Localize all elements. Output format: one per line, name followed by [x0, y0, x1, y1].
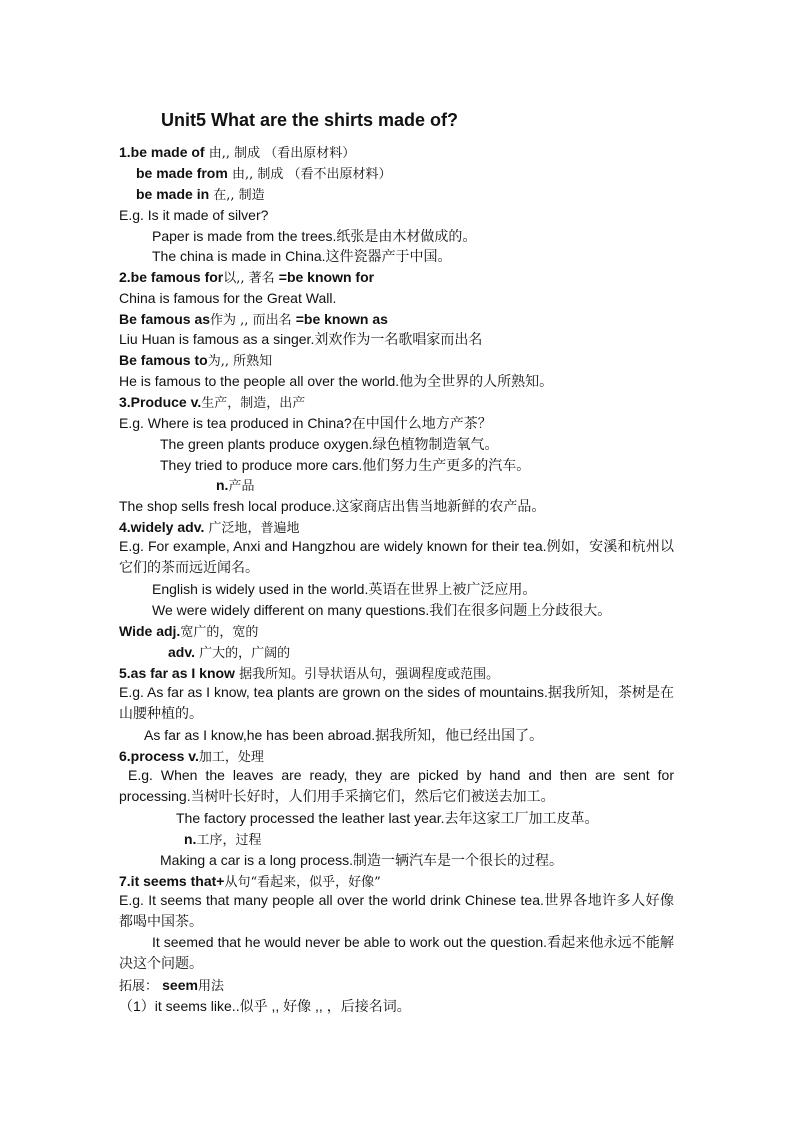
term-label: Be famous as — [119, 311, 211, 327]
term-label: Wide adj. — [119, 623, 181, 639]
entry-produce — [119, 393, 305, 413]
example-paragraph: E.g. For example, Anxi and Hangzhou are widely known for their tea.例如，安溪和杭州以它们的茶而远近闻名。 — [119, 538, 674, 575]
example-line: English is widely used in the world.英语在世界上被广泛应用。 — [152, 581, 537, 597]
extension-item: （1）it seems like..似乎 ,, 好像 ,, ，后接名词。 — [119, 998, 411, 1014]
example-paragraph: E.g. It seems that many people all over the world drink Chinese tea.世界各地许多人好像都喝中国茶。 — [119, 892, 674, 929]
term-label: Be famous to — [119, 352, 208, 368]
example-line: Paper is made from the trees.纸张是由木材做成的。 — [152, 228, 477, 244]
page-title: Unit5 What are the shirts made of? — [161, 110, 459, 130]
definition-text: 加工，处理 — [198, 750, 264, 765]
term-label: 2.be famous for — [119, 269, 224, 285]
term-label: seem — [162, 977, 198, 993]
entry-process — [119, 747, 264, 767]
example-line: The green plants produce oxygen.绿色植物制造氧气。 — [160, 436, 499, 452]
definition-text: 在,, 制造 — [209, 188, 265, 203]
entry-widely — [119, 518, 299, 538]
term-label: adv. — [168, 644, 195, 660]
entry-be-famous-as — [119, 310, 388, 330]
example-line: We were widely different on many questions.我们在很多问题上分歧很大。 — [152, 602, 612, 618]
extension-prefix: 拓展： — [119, 979, 163, 994]
definition-text: 据我所知。引导状语从句，强调程度或范围。 — [234, 667, 500, 682]
example-paragraph: E.g. When the leaves are ready, they are picked by hand and then are sent for processing.当树叶长好时，人们用手采摘它们，然后它们被送去加工。 — [119, 767, 674, 804]
extension-heading — [119, 976, 224, 996]
entry-be-famous-for — [119, 268, 374, 288]
example-line: E.g. Where is tea produced in China?在中国什么地方产茶？ — [119, 415, 492, 431]
definition-text: 广泛地，普遍地 — [204, 521, 300, 536]
entry-be-made-from — [136, 164, 391, 184]
definition-text: 为,, 所熟知 — [207, 354, 273, 369]
definition-text: 用法 — [197, 979, 224, 994]
term-label: 6.process v. — [119, 748, 199, 764]
definition-text: 由,, 制成 （看不出原材料） — [227, 167, 392, 182]
example-line: They tried to produce more cars.他们努力生产更多的汽车。 — [160, 457, 531, 473]
example-line: China is famous for the Great Wall. — [119, 290, 337, 306]
entry-be-made-in — [136, 185, 265, 205]
example-paragraph: It seemed that he would never be able to work out the question.看起来他永远不能解决这个问题。 — [119, 934, 674, 971]
entry-be-made-of — [119, 143, 355, 163]
definition-text: 广大的，广阔的 — [194, 646, 291, 661]
synonym-label: =be known as — [295, 311, 388, 327]
term-label: 5.as far as I know — [119, 665, 235, 681]
definition-text: 从句“看起来，似乎，好像” — [224, 875, 381, 890]
entry-as-far-as-i-know — [119, 664, 499, 684]
definition-text: 工序，过程 — [196, 833, 262, 848]
example-line: E.g. Is it made of silver? — [119, 207, 269, 223]
entry-be-famous-to — [119, 351, 272, 371]
term-label: 7.it seems that+ — [119, 873, 225, 889]
synonym-label: =be known for — [278, 269, 375, 285]
definition-text: 宽广的，宽的 — [180, 625, 259, 640]
term-label: be made from — [136, 165, 228, 181]
example-line: Liu Huan is famous as a singer.刘欢作为一名歌唱家而出名 — [119, 331, 483, 347]
term-label: 3.Produce v. — [119, 394, 202, 410]
example-line: The china is made in China.这件瓷器产于中国。 — [152, 248, 452, 264]
entry-wide — [119, 622, 258, 642]
entry-wide-adv — [168, 643, 290, 663]
term-label: 1.be made of — [119, 144, 205, 160]
term-label: n. — [216, 477, 229, 493]
definition-text: 由,, 制成 （看出原材料） — [204, 146, 356, 161]
entry-it-seems-that — [119, 872, 381, 892]
term-label: n. — [184, 831, 197, 847]
example-line: The shop sells fresh local produce.这家商店出售当地新鲜的农产品。 — [119, 498, 546, 514]
definition-text: 产品 — [228, 479, 255, 494]
term-label: be made in — [136, 186, 210, 202]
definition-text: 生产，制造，出产 — [201, 396, 306, 411]
example-paragraph: E.g. As far as I know, tea plants are grown on the sides of mountains.据我所知，茶树是在山腰种植的。 — [119, 684, 674, 721]
definition-text: 以,, 著名 — [223, 271, 279, 286]
example-line: As far as I know,he has been abroad.据我所知，他已经出国了。 — [144, 727, 544, 743]
example-line: He is famous to the people all over the world.他为全世界的人所熟知。 — [119, 373, 554, 389]
entry-process-noun — [184, 830, 261, 850]
example-line: Making a car is a long process.制造一辆汽车是一个很长的过程。 — [160, 852, 563, 868]
term-label: 4.widely adv. — [119, 519, 205, 535]
definition-text: 作为 ,, 而出名 — [210, 313, 296, 328]
entry-produce-noun — [216, 476, 254, 496]
example-line: The factory processed the leather last year.去年这家工厂加工皮革。 — [176, 810, 599, 826]
